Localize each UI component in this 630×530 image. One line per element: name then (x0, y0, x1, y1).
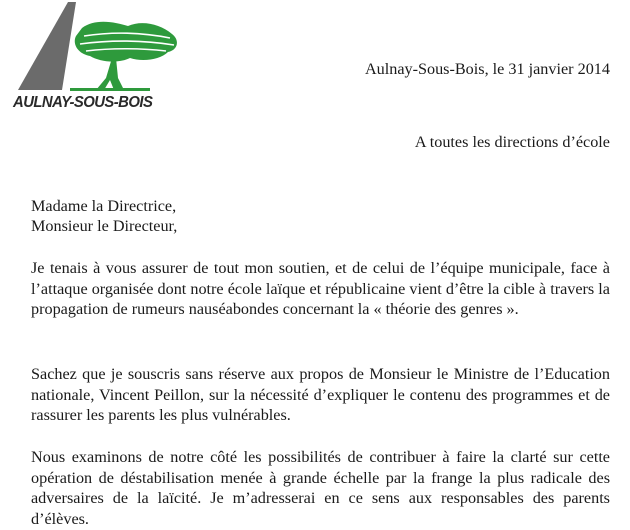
salutation-line-2: Monsieur le Directeur, (31, 217, 178, 235)
tree-emblem-icon (10, 0, 185, 100)
salutation-line-1: Madame la Directrice, (31, 197, 177, 215)
recipient-line: A toutes les directions d’école (414, 133, 610, 151)
date-line: Aulnay-Sous-Bois, le 31 janvier 2014 (364, 60, 610, 78)
salutation (31, 196, 177, 236)
logo-wordmark: AULNAY-SOUS-BOIS (13, 94, 153, 111)
body-paragraph-2: Sachez que je souscris sans réserve aux propos de Monsieur le Ministre de l’Education nationale, Vincent Peillon, sur la nécessité d’expliquer le contenu des programmes et de rassurer les parents les plus vulnérables. (31, 365, 610, 425)
ground-line (70, 88, 150, 91)
aulnay-sous-bois-logo (10, 0, 185, 125)
body-paragraph-1: Je tenais à vous assurer de tout mon soutien, et de celui de l’équipe municipale, face à l’attaque organisée dont notre école laïque et républicaine vient d’être la cible à travers la propagation de rumeurs nauséabondes concernant la « théorie des genres ». (31, 259, 610, 319)
body-paragraph-3: Nous examinons de notre côté les possibilités de contribuer à faire la clarté sur cette opération de déstabilisation menée à grande échelle par la frange la plus radicale des adversaires de la laïcité. Je m’adresserai en ce sens aux responsables des parents d’élèves. (31, 448, 610, 528)
tree-trunk-shape (96, 58, 124, 90)
